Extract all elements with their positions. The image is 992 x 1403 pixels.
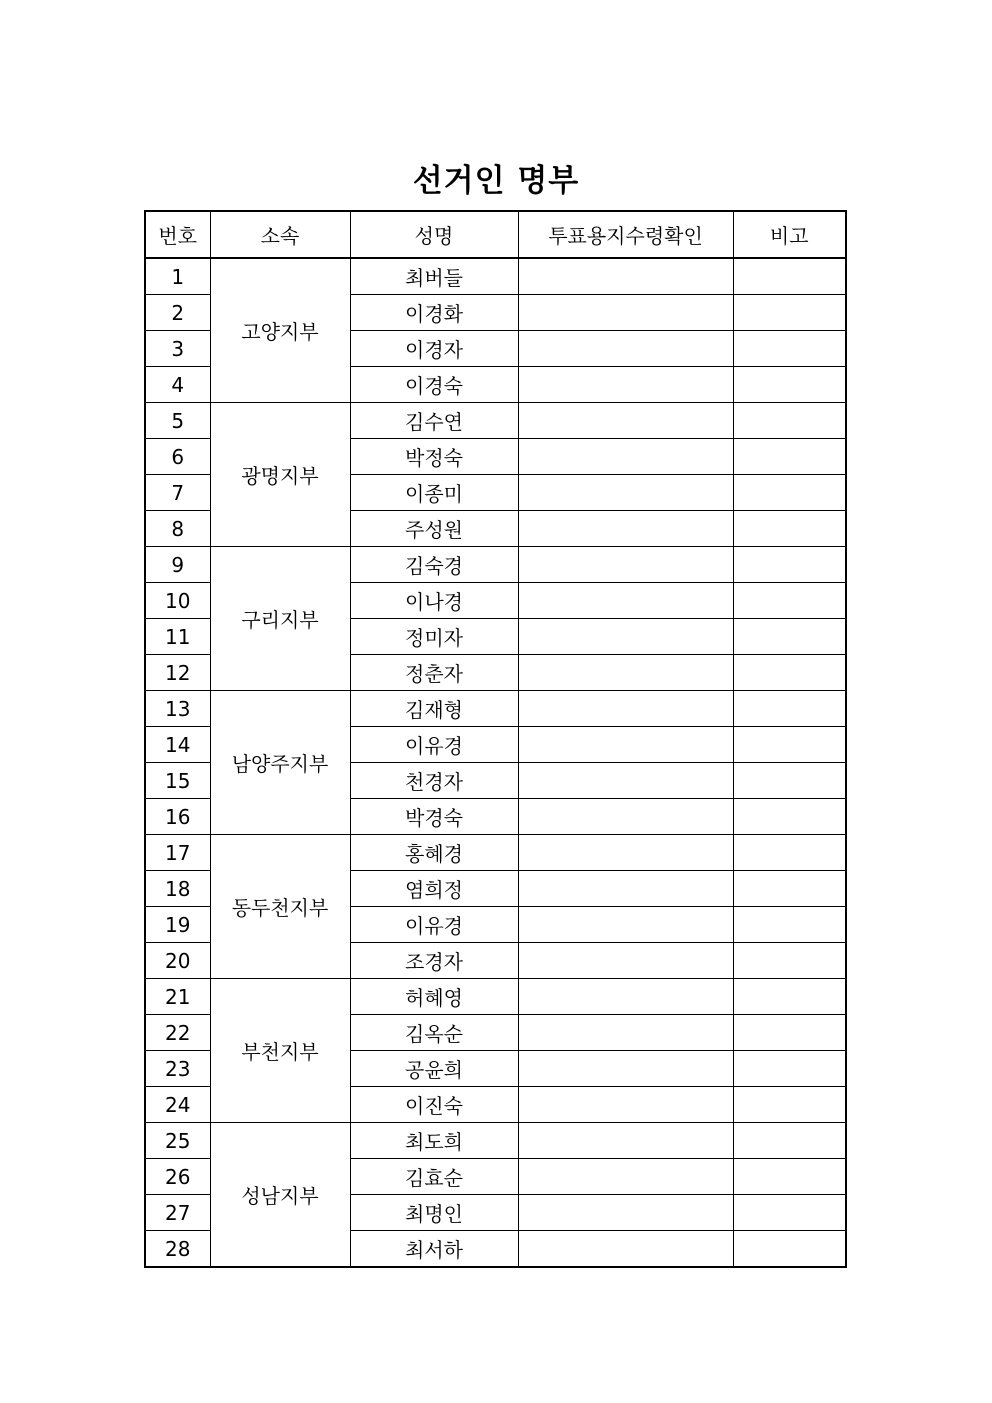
cell-number: 13: [145, 691, 210, 727]
cell-number: 15: [145, 763, 210, 799]
cell-number: 11: [145, 619, 210, 655]
cell-name: 주성원: [350, 511, 518, 547]
cell-note[interactable]: [733, 511, 846, 547]
table-body: [145, 258, 846, 1267]
cell-number: 28: [145, 1231, 210, 1268]
cell-number: 21: [145, 979, 210, 1015]
table-row: [145, 547, 846, 583]
cell-note[interactable]: [733, 1051, 846, 1087]
cell-number: 10: [145, 583, 210, 619]
cell-number: 12: [145, 655, 210, 691]
cell-number: 20: [145, 943, 210, 979]
cell-confirmation[interactable]: [518, 1159, 733, 1195]
cell-note[interactable]: [733, 871, 846, 907]
cell-name: 이유경: [350, 907, 518, 943]
cell-name: 김옥순: [350, 1015, 518, 1051]
cell-note[interactable]: [733, 655, 846, 691]
cell-name: 김숙경: [350, 547, 518, 583]
cell-number: 24: [145, 1087, 210, 1123]
cell-branch: 광명지부: [210, 403, 350, 547]
cell-number: 7: [145, 475, 210, 511]
cell-name: 최명인: [350, 1195, 518, 1231]
cell-number: 19: [145, 907, 210, 943]
voter-roster-table: [144, 210, 847, 1268]
cell-confirmation[interactable]: [518, 1231, 733, 1268]
cell-confirmation[interactable]: [518, 511, 733, 547]
cell-note[interactable]: [733, 367, 846, 403]
cell-number: 25: [145, 1123, 210, 1159]
cell-note[interactable]: [733, 331, 846, 367]
cell-note[interactable]: [733, 475, 846, 511]
cell-name: 이경자: [350, 331, 518, 367]
page-title: 선거인 명부: [412, 163, 580, 199]
table-row: [145, 1123, 846, 1159]
header-name: 성명: [350, 211, 518, 258]
cell-note[interactable]: [733, 1159, 846, 1195]
cell-note[interactable]: [733, 907, 846, 943]
cell-confirmation[interactable]: [518, 367, 733, 403]
cell-confirmation[interactable]: [518, 258, 733, 295]
cell-confirmation[interactable]: [518, 1195, 733, 1231]
cell-confirmation[interactable]: [518, 619, 733, 655]
cell-name: 김재형: [350, 691, 518, 727]
cell-note[interactable]: [733, 943, 846, 979]
cell-number: 14: [145, 727, 210, 763]
cell-name: 공윤희: [350, 1051, 518, 1087]
cell-number: 27: [145, 1195, 210, 1231]
cell-number: 3: [145, 331, 210, 367]
cell-note[interactable]: [733, 979, 846, 1015]
cell-number: 22: [145, 1015, 210, 1051]
cell-number: 23: [145, 1051, 210, 1087]
cell-confirmation[interactable]: [518, 403, 733, 439]
cell-note[interactable]: [733, 835, 846, 871]
cell-note[interactable]: [733, 258, 846, 295]
cell-confirmation[interactable]: [518, 295, 733, 331]
cell-confirmation[interactable]: [518, 547, 733, 583]
cell-branch: 구리지부: [210, 547, 350, 691]
cell-branch: 동두천지부: [210, 835, 350, 979]
table-row: [145, 258, 846, 295]
cell-number: 18: [145, 871, 210, 907]
cell-name: 이진숙: [350, 1087, 518, 1123]
cell-note[interactable]: [733, 691, 846, 727]
cell-number: 2: [145, 295, 210, 331]
cell-name: 이종미: [350, 475, 518, 511]
cell-note[interactable]: [733, 403, 846, 439]
table-header: [145, 211, 846, 258]
cell-note[interactable]: [733, 727, 846, 763]
table-row: [145, 403, 846, 439]
cell-number: 1: [145, 258, 210, 295]
cell-note[interactable]: [733, 583, 846, 619]
cell-number: 9: [145, 547, 210, 583]
cell-note[interactable]: [733, 1123, 846, 1159]
cell-confirmation[interactable]: [518, 475, 733, 511]
cell-name: 정미자: [350, 619, 518, 655]
cell-confirmation[interactable]: [518, 943, 733, 979]
header-confirmation: 투표용지수령확인: [518, 211, 733, 258]
header-note: 비고: [733, 211, 846, 258]
cell-branch: 고양지부: [210, 258, 350, 403]
cell-name: 최도희: [350, 1123, 518, 1159]
cell-note[interactable]: [733, 1195, 846, 1231]
cell-confirmation[interactable]: [518, 979, 733, 1015]
header-number: 번호: [145, 211, 210, 258]
cell-note[interactable]: [733, 1087, 846, 1123]
cell-name: 조경자: [350, 943, 518, 979]
cell-confirmation[interactable]: [518, 439, 733, 475]
cell-confirmation[interactable]: [518, 1015, 733, 1051]
cell-branch: 남양주지부: [210, 691, 350, 835]
cell-name: 이유경: [350, 727, 518, 763]
cell-name: 최버들: [350, 258, 518, 295]
cell-name: 김수연: [350, 403, 518, 439]
cell-number: 6: [145, 439, 210, 475]
cell-confirmation[interactable]: [518, 1087, 733, 1123]
cell-name: 염희정: [350, 871, 518, 907]
cell-name: 이경숙: [350, 367, 518, 403]
cell-name: 최서하: [350, 1231, 518, 1268]
cell-confirmation[interactable]: [518, 799, 733, 835]
cell-number: 16: [145, 799, 210, 835]
cell-number: 4: [145, 367, 210, 403]
cell-confirmation[interactable]: [518, 1123, 733, 1159]
cell-confirmation[interactable]: [518, 691, 733, 727]
cell-confirmation[interactable]: [518, 331, 733, 367]
cell-confirmation[interactable]: [518, 907, 733, 943]
cell-confirmation[interactable]: [518, 835, 733, 871]
cell-branch: 성남지부: [210, 1123, 350, 1268]
cell-confirmation[interactable]: [518, 1051, 733, 1087]
cell-confirmation[interactable]: [518, 583, 733, 619]
cell-name: 이나경: [350, 583, 518, 619]
cell-number: 5: [145, 403, 210, 439]
table-row: [145, 691, 846, 727]
cell-name: 정춘자: [350, 655, 518, 691]
cell-note[interactable]: [733, 763, 846, 799]
cell-confirmation[interactable]: [518, 655, 733, 691]
cell-name: 박경숙: [350, 799, 518, 835]
cell-note[interactable]: [733, 295, 846, 331]
cell-number: 8: [145, 511, 210, 547]
cell-note[interactable]: [733, 1231, 846, 1268]
cell-note[interactable]: [733, 619, 846, 655]
cell-name: 박정숙: [350, 439, 518, 475]
cell-confirmation[interactable]: [518, 871, 733, 907]
header-branch: 소속: [210, 211, 350, 258]
cell-name: 홍혜경: [350, 835, 518, 871]
cell-confirmation[interactable]: [518, 763, 733, 799]
cell-name: 김효순: [350, 1159, 518, 1195]
cell-note[interactable]: [733, 1015, 846, 1051]
cell-note[interactable]: [733, 439, 846, 475]
header-row: [145, 211, 846, 258]
cell-number: 26: [145, 1159, 210, 1195]
cell-name: 허혜영: [350, 979, 518, 1015]
cell-branch: 부천지부: [210, 979, 350, 1123]
cell-confirmation[interactable]: [518, 727, 733, 763]
cell-name: 이경화: [350, 295, 518, 331]
cell-note[interactable]: [733, 799, 846, 835]
table-row: [145, 979, 846, 1015]
cell-name: 천경자: [350, 763, 518, 799]
cell-number: 17: [145, 835, 210, 871]
cell-note[interactable]: [733, 547, 846, 583]
table-row: [145, 835, 846, 871]
